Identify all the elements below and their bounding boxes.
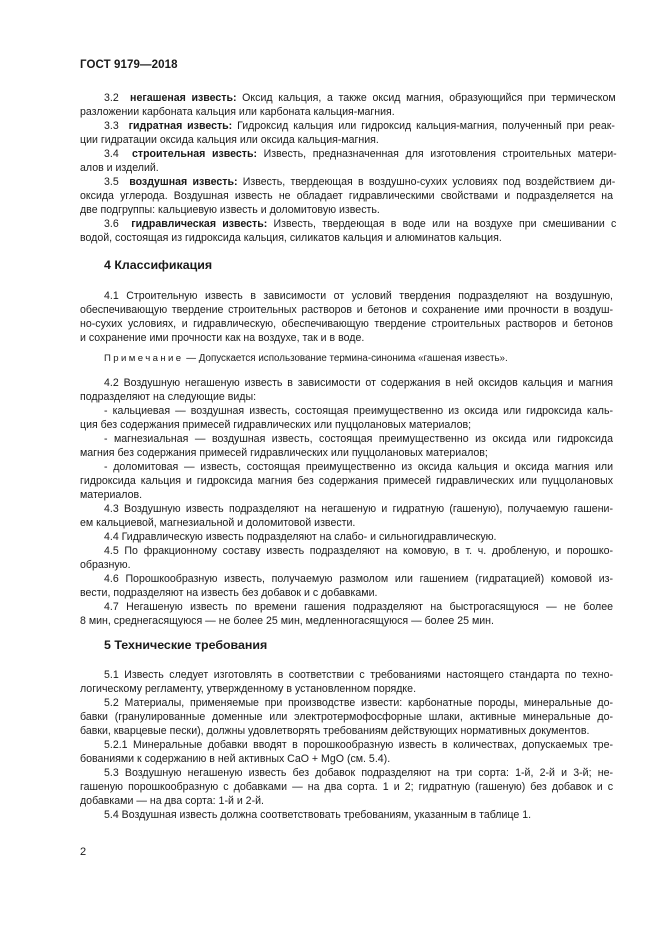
term-number: 3.6 — [104, 218, 132, 230]
line-text: материалов. — [80, 489, 143, 501]
line-text: водой, состоящая из гидроксида кальция, силикатов кальция и алюминатов кальция. — [80, 232, 502, 244]
term-name: строительная известь: — [132, 148, 257, 160]
term-name: гидратная известь: — [128, 120, 233, 132]
line-text: 8 мин, среднегасящуюся — не более 25 мин, медленногасящуюся — более 25 мин. — [80, 615, 494, 627]
line-text: Известь, предназначенная для изготовления строительных матери- — [256, 148, 617, 160]
line-text: 4.5 По фракционному составу известь подразделяют на комовую, в т. ч. дробленую, и порошко- — [104, 545, 613, 557]
section-heading — [104, 639, 267, 653]
text-line — [80, 318, 613, 332]
text-line — [80, 753, 390, 767]
line-text: — Допускается использование термина-синонима «гашеная известь». — [183, 353, 508, 364]
line-text: 5.4 Воздушная известь должна соответствовать требованиям, указанным в таблице 1. — [104, 809, 532, 821]
note-label: Примечание — [104, 353, 184, 364]
text-line — [104, 573, 613, 587]
line-text: - магнезиальная — воздушная известь, состоящая преимущественно из оксида или гидроксида — [104, 433, 613, 445]
text-line — [80, 134, 379, 148]
line-text: добавками — на два сорта: 1-й и 2-й. — [80, 795, 264, 807]
line-text: образную. — [80, 559, 131, 571]
text-line — [104, 767, 613, 781]
line-text: обеспечивающую твердение строительных растворов и бетонов и сохранение ими прочности в воздуш- — [80, 304, 613, 316]
text-line — [104, 290, 613, 304]
line-text: и сохранение ими прочности как на воздухе, так и в воде. — [80, 332, 365, 344]
line-text: ем кальциевой, магнезиальной и доломитовой извести. — [80, 517, 356, 529]
line-text: разложении карбоната кальция или карбоната кальция-магния. — [80, 106, 395, 118]
text-line — [80, 204, 380, 218]
text-line — [80, 711, 613, 725]
section-heading — [104, 259, 212, 273]
text-line — [104, 176, 615, 190]
text-line — [104, 218, 616, 232]
line-text: 5.3 Воздушную негашеную известь без добавок подразделяют на три сорта: 1-й, 2-й и 3-й; не- — [104, 767, 613, 779]
text-line — [80, 587, 377, 601]
text-line — [80, 517, 355, 531]
line-text: бованиями к содержанию в ней активных CaO + MgO (см. 5.4). — [80, 753, 391, 765]
line-text: логическому регламенту, утвержденному в установленном порядке. — [80, 683, 417, 695]
term-number: 3.4 — [104, 148, 132, 160]
text-line — [80, 232, 502, 246]
line-text: 4.1 Строительную известь в зависимости от условий твердения подразделяют на воздушную, — [104, 290, 613, 302]
note-line — [104, 352, 508, 366]
term-name: гидравлическая известь: — [131, 218, 268, 230]
line-text: вести, подразделяют на известь без добавок и с добавками. — [80, 587, 378, 599]
line-text: Известь, твердеющая в воздушно-сухих условиях под воздействием ди- — [237, 176, 616, 188]
text-line — [104, 120, 615, 134]
text-line — [104, 377, 613, 391]
text-line — [104, 809, 531, 823]
line-text: 4.4 Гидравлическую известь подразделяют на слабо- и сильногидравлическую. — [104, 531, 497, 543]
line-text: подразделяют на следующие виды: — [80, 391, 257, 403]
text-line — [104, 739, 613, 753]
text-line — [80, 795, 264, 809]
text-line — [80, 683, 416, 697]
text-line — [104, 405, 613, 419]
line-text: 4.2 Воздушную негашеную известь в зависимости от содержания в ней оксидов кальция и магния — [104, 377, 613, 389]
line-text: Гидроксид кальция или гидроксид кальция-магния, полученный при реак- — [232, 120, 615, 132]
text-line — [104, 503, 613, 517]
text-line — [80, 475, 613, 489]
text-line — [104, 461, 613, 475]
line-text: бавки (гранулированные доменные или электротермофосфорные шлаки, активные минеральные до- — [80, 711, 613, 723]
text-line — [80, 162, 159, 176]
text-line — [80, 559, 131, 573]
text-line — [104, 531, 497, 545]
text-line — [104, 92, 616, 106]
page-number: 2 — [80, 846, 87, 858]
line-text: ции гидратации оксида кальция или оксида кальция-магния. — [80, 134, 379, 146]
term-number: 3.5 — [104, 176, 130, 188]
term-number: 3.2 — [104, 92, 131, 104]
line-text: бавки, кварцевые пески), должны удовлетворять требованиям действующих нормативных документов. — [80, 725, 590, 737]
line-text: оксида углерода. Воздушная известь не обладает гидравлическими свойствами и подразделяется на — [80, 190, 613, 202]
text-line — [104, 669, 613, 683]
text-line — [104, 433, 613, 447]
term-name: негашеная известь: — [130, 92, 237, 104]
text-line — [80, 332, 364, 346]
line-text: - кальциевая — воздушная известь, состоящая преимущественно из оксида или гидроксида каль- — [104, 405, 613, 417]
line-text: гашеную порошкообразную с добавками — на два сорта. 1 и 2; гидратную (гашеную) без добавок и с — [80, 781, 613, 793]
line-text: 4.7 Негашеную известь по времени гашения подразделяют на быстрогасящуюся — не более — [104, 601, 613, 613]
text-line — [80, 106, 395, 120]
text-line — [80, 419, 471, 433]
line-text: Известь, твердеющая в воде или на воздухе при смешивании с — [267, 218, 617, 230]
text-line — [80, 615, 494, 629]
text-line — [80, 725, 589, 739]
line-text: - доломитовая — известь, состоящая преимущественно из оксида кальция и оксида магния или — [104, 461, 613, 473]
line-text: магния без содержания примесей гидравлических или пуццолановых материалов; — [80, 447, 488, 459]
text-line — [104, 601, 613, 615]
line-text: 5.2 Материалы, применяемые при производстве извести: карбонатные породы, минеральные до- — [104, 697, 613, 709]
line-text: 4.3 Воздушную известь подразделяют на негашеную и гидратную (гашеную), получаемую гашени- — [104, 503, 613, 515]
line-text: гидроксида кальция и гидроксида магния без содержания примесей гидравлических или пуццолановых — [80, 475, 613, 487]
text-line — [80, 447, 488, 461]
line-text: 4.6 Порошкообразную известь, получаемую размолом или гашением (гидратацией) комовой из- — [104, 573, 613, 585]
text-line — [104, 148, 617, 162]
line-text: 5.1 Известь следует изготовлять в соответствии с требованиями настоящего стандарта по техно- — [104, 669, 613, 681]
line-text: но-сухих условиях, и гидравлическую, обеспечивающую твердение строительных растворов и бетонов — [80, 318, 613, 330]
text-line — [104, 545, 613, 559]
line-text: 5.2.1 Минеральные добавки вводят в порошкообразную известь в количествах, допускаемых тре- — [104, 739, 613, 751]
text-line — [104, 697, 613, 711]
text-line — [80, 190, 613, 204]
line-text: Оксид кальция, а также оксид магния, образующийся при термическом — [236, 92, 616, 104]
text-line — [80, 391, 256, 405]
text-line — [80, 489, 142, 503]
line-text: две подгруппы: кальциевую известь и доломитовую известь. — [80, 204, 380, 216]
term-number: 3.3 — [104, 120, 129, 132]
line-text: алов и изделий. — [80, 162, 159, 174]
document-header: ГОСТ 9179—2018 — [80, 59, 178, 71]
section-heading-text: 5 Технические требования — [104, 638, 268, 652]
line-text: ция без содержания примесей гидравлических или пуццолановых материалов; — [80, 419, 472, 431]
term-name: воздушная известь: — [129, 176, 238, 188]
section-heading-text: 4 Классификация — [104, 258, 213, 272]
text-line — [80, 781, 613, 795]
text-line — [80, 304, 613, 318]
